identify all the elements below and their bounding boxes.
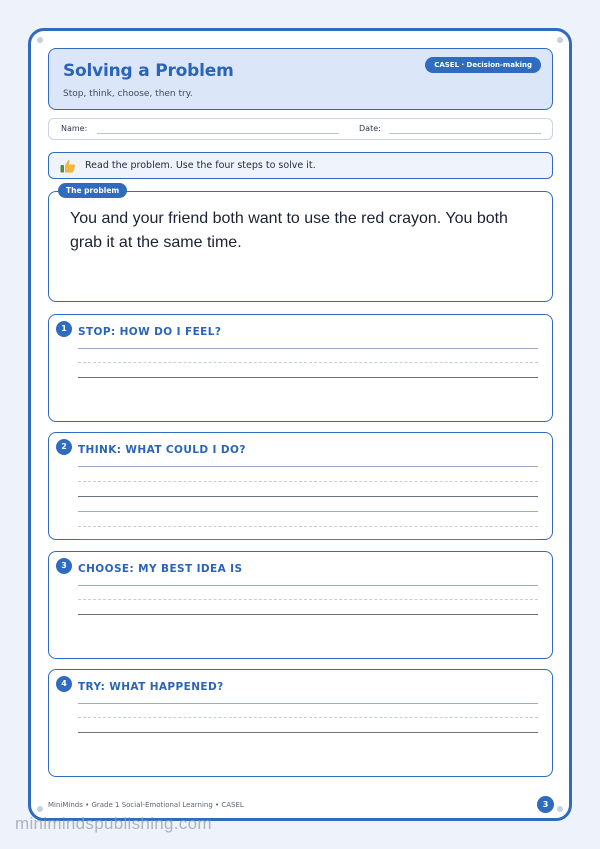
step-choose-section — [48, 551, 553, 659]
step-stop-section — [48, 314, 553, 422]
writing-line-base[interactable] — [78, 732, 538, 733]
name-label: Name: — [61, 124, 88, 133]
page-subtitle: Stop, think, choose, then try. — [63, 89, 193, 99]
step-title: THINK: WHAT COULD I DO? — [78, 444, 246, 456]
step-number-badge: 4 — [56, 676, 72, 692]
step-title: TRY: WHAT HAPPENED? — [78, 681, 224, 693]
step-think-section — [48, 432, 553, 540]
writing-line-base[interactable] — [78, 496, 538, 497]
problem-text: You and your friend both want to use the red crayon. You both grab it at the same time. — [70, 210, 508, 251]
writing-line-top — [78, 585, 538, 586]
writing-line-mid — [78, 599, 538, 600]
writing-line-top — [78, 703, 538, 704]
writing-line-mid — [78, 717, 538, 718]
step-title: STOP: HOW DO I FEEL? — [78, 326, 222, 338]
casel-tag-badge: CASEL · Decision-making — [425, 57, 541, 73]
corner-dot — [557, 806, 563, 812]
step-number-badge: 1 — [56, 321, 72, 337]
writing-line-base[interactable] — [78, 377, 538, 378]
writing-line-base[interactable] — [78, 614, 538, 615]
step-number-badge: 3 — [56, 558, 72, 574]
corner-dot — [37, 806, 43, 812]
footer-text: MiniMinds • Grade 1 Social-Emotional Learning • CASEL — [48, 801, 244, 809]
corner-dot — [557, 37, 563, 43]
instructions-text: Read the problem. Use the four steps to solve it. — [85, 160, 316, 171]
writing-line-top — [78, 466, 538, 467]
name-date-bar — [48, 118, 553, 140]
step-title: CHOOSE: MY BEST IDEA IS — [78, 563, 243, 575]
worksheet-header — [48, 48, 553, 110]
thumbs-up-icon — [60, 159, 76, 173]
step-try-section — [48, 669, 553, 777]
problem-box — [48, 191, 553, 302]
date-label: Date: — [359, 124, 381, 133]
instructions-bar — [48, 152, 553, 179]
writing-line-base[interactable] — [78, 539, 538, 540]
worksheet-page — [28, 28, 572, 821]
writing-line-top — [78, 511, 538, 512]
name-write-line[interactable] — [97, 133, 339, 134]
date-write-line[interactable] — [389, 133, 541, 134]
writing-line-mid — [78, 481, 538, 482]
step-number-badge: 2 — [56, 439, 72, 455]
writing-line-top — [78, 348, 538, 349]
writing-line-mid — [78, 362, 538, 363]
writing-line-mid — [78, 526, 538, 527]
problem-tab-label: The problem — [58, 183, 127, 198]
page-number-badge: 3 — [537, 796, 554, 813]
watermark-text: minimindspublishing.com — [15, 814, 212, 833]
page-title: Solving a Problem — [63, 61, 234, 81]
corner-dot — [37, 37, 43, 43]
